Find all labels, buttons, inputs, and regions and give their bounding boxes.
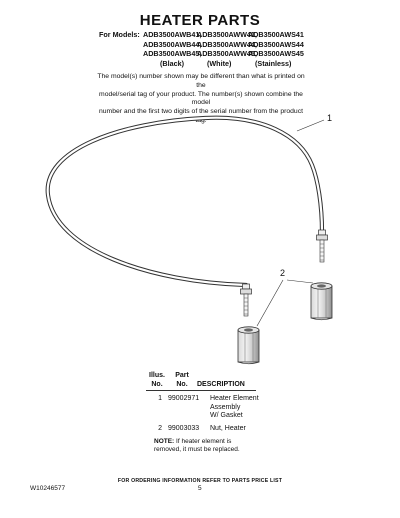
model-number: ADB3500AWW45, <box>197 49 257 59</box>
header-text: Part <box>175 372 189 379</box>
note-label: NOTE: <box>154 438 175 445</box>
column-header-part <box>170 372 194 389</box>
page-number: 5 <box>198 485 202 492</box>
models-label: For Models: <box>99 30 140 39</box>
note-line: model/serial tag of your product. The number(s) shown combine the model <box>99 90 303 107</box>
column-header-description: DESCRIPTION <box>197 380 245 388</box>
parts-table <box>146 372 306 432</box>
ordering-footer: FOR ORDERING INFORMATION REFER TO PARTS PRICE LIST <box>117 478 283 484</box>
description-line: W/ Gasket <box>210 412 243 420</box>
replacement-note <box>154 438 274 455</box>
illus-number: 1 <box>158 395 162 402</box>
page-title: HEATER PARTS <box>139 12 261 29</box>
part-number: 99003033 <box>168 425 200 432</box>
column-header-illus <box>146 372 168 389</box>
header-text: No. <box>176 380 188 388</box>
color-label: (Stainless) <box>255 58 292 68</box>
table-row <box>146 395 306 423</box>
heater-nut <box>238 327 259 364</box>
model-number: ADB3500AWS45 <box>248 49 304 59</box>
illus-number: 2 <box>158 425 162 432</box>
model-number: ADB3500AWB45, <box>143 49 202 59</box>
note-text: If heater element is <box>176 438 232 445</box>
color-label: (Black) <box>160 58 184 68</box>
header-text: Illus. <box>149 372 165 379</box>
model-number: ADB3500AWS44 <box>248 39 304 49</box>
part-description <box>210 395 280 421</box>
description-line: Heater Element <box>210 395 259 402</box>
model-number: ADB3500AWS41 <box>248 30 304 39</box>
callout-leader <box>287 280 313 283</box>
model-number: ADB3500AWB44, <box>143 39 202 49</box>
header-text: No. <box>151 380 163 388</box>
model-number: ADB3500AWW44, <box>197 39 257 49</box>
callout-leader <box>257 280 283 326</box>
description-line: Assembly <box>210 403 241 411</box>
table-header <box>146 372 306 390</box>
callout-number: 2 <box>280 268 286 278</box>
part-number: 99002971 <box>168 395 200 402</box>
color-label: (White) <box>207 58 232 68</box>
model-number: ADB3500AWW41, <box>197 30 257 39</box>
heater-element <box>48 118 328 316</box>
callout-number: 1 <box>327 113 333 123</box>
note-line: number and the first two digits of the serial number from the product tag. <box>98 108 303 124</box>
description-line: Nut, Heater <box>210 425 246 432</box>
callout-leader <box>297 120 324 131</box>
table-body <box>146 393 306 435</box>
header-rule <box>146 390 256 391</box>
note-text: removed, it must be replaced. <box>154 446 240 454</box>
table-row <box>146 425 306 435</box>
heater-nut <box>311 283 332 320</box>
model-number: ADB3500AWB41, <box>143 30 202 39</box>
note-line: The model(s) number shown may be different than what is printed on the <box>97 73 305 89</box>
document-number: W10246577 <box>30 485 66 492</box>
part-description <box>210 425 280 434</box>
